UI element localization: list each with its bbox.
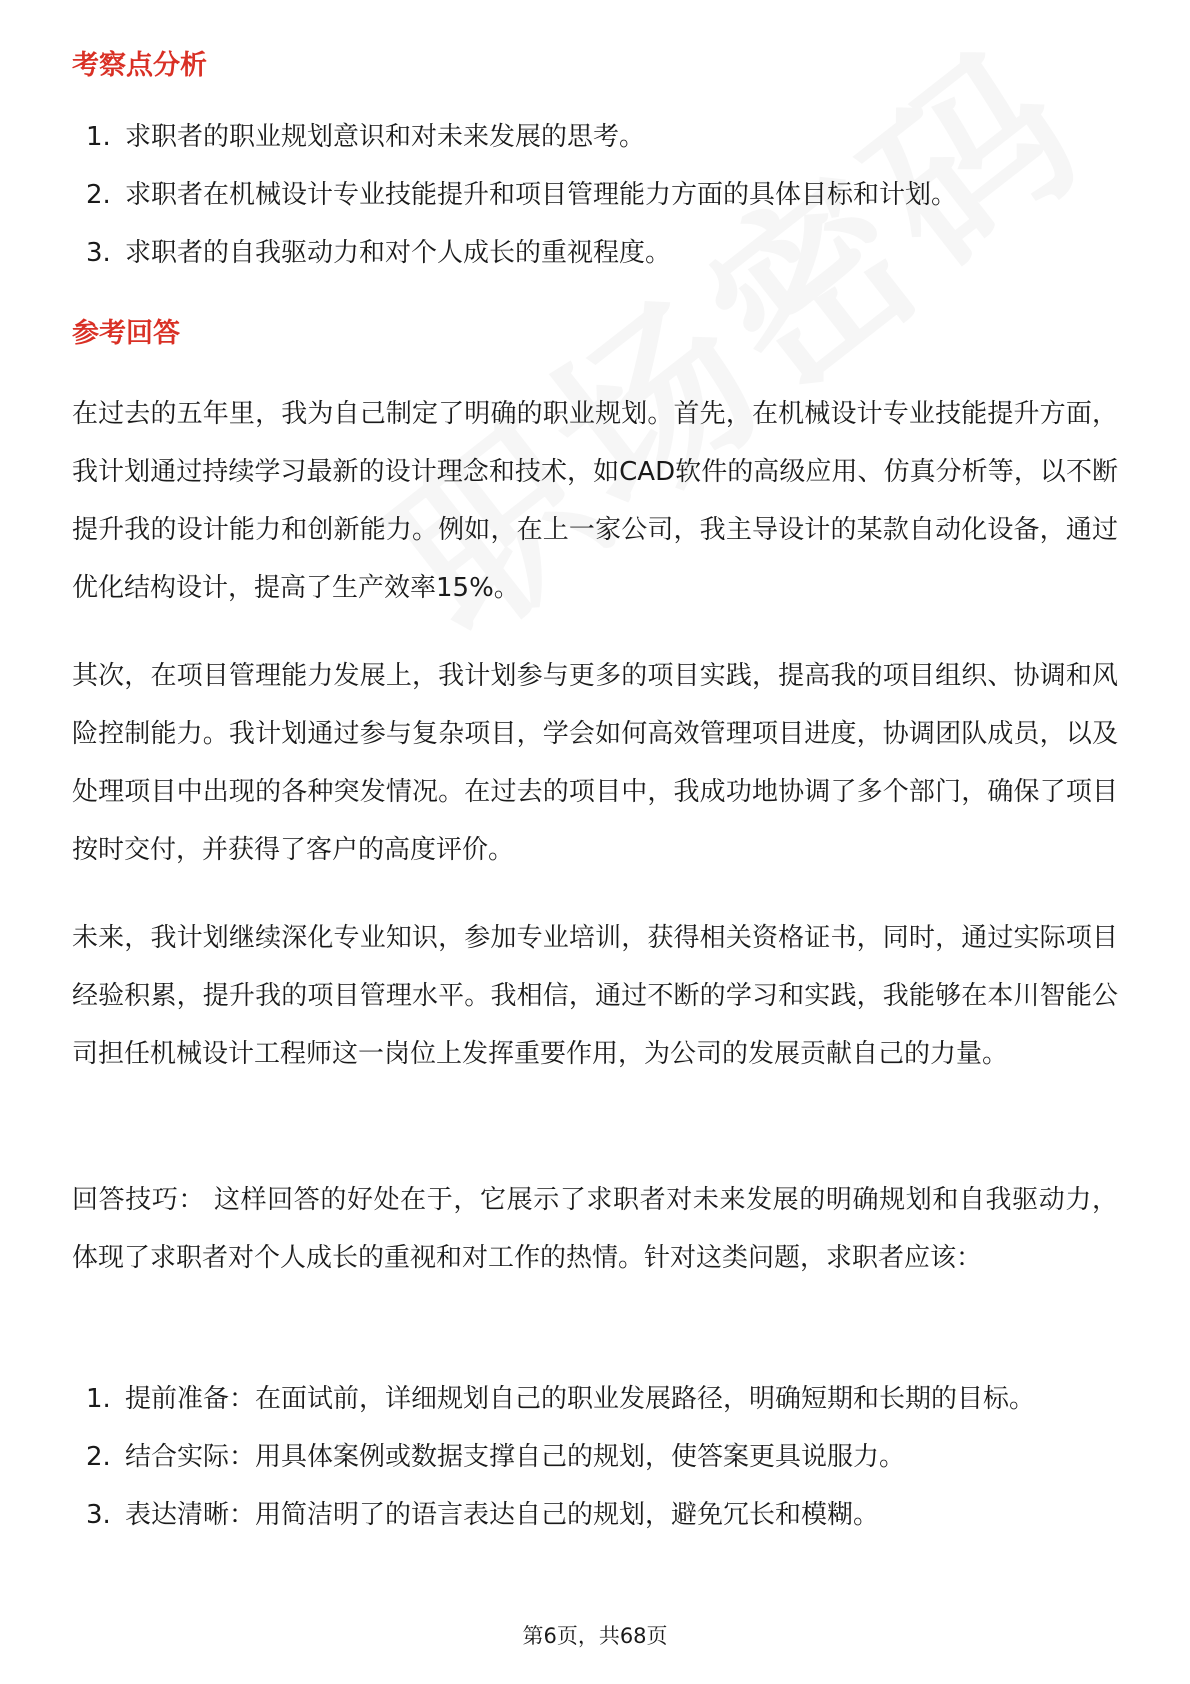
list-item-text: 提前准备：在面试前，详细规划自己的职业发展路径，明确短期和长期的目标。: [125, 1384, 1036, 1414]
answer-paragraph-1: 在过去的五年里，我为自己制定了明确的职业规划。首先，在机械设计专业技能提升方面，我计划通过持续学习最新的设计理念和技术，如CAD软件的高级应用、仿真分析等，以不断提升我的设计能力和创新能力。例如，在上一家公司，我主导设计的某款自动化设备，通过优化结构设计，提高了生产效率15%。: [72, 399, 1118, 603]
answer-paragraph-3: 未来，我计划继续深化专业知识，参加专业培训，获得相关资格证书，同时，通过实际项目经验积累，提升我的项目管理水平。我相信，通过不断的学习和实践，我能够在本川智能公司担任机械设计工程师这一岗位上发挥重要作用，为公司的发展贡献自己的力量。: [72, 923, 1118, 1069]
document-page: [72, 0, 1118, 1684]
list-item: [72, 1486, 1118, 1544]
list-item-text: 求职者的职业规划意识和对未来发展的思考。: [125, 122, 646, 152]
list-number: 2.: [86, 1442, 111, 1472]
tips-list: [72, 1370, 1118, 1544]
list-number: 3.: [86, 1500, 111, 1530]
section-title-answer: 参考回答: [72, 318, 180, 349]
section-title-analysis: 考察点分析: [72, 50, 207, 81]
list-item: [72, 108, 1118, 166]
list-item: [72, 224, 1118, 282]
list-item: [72, 166, 1118, 224]
page-number: 第6页，共68页: [522, 1624, 668, 1648]
answer-tips-intro: 回答技巧： 这样回答的好处在于，它展示了求职者对未来发展的明确规划和自我驱动力，体现了求职者对个人成长的重视和对工作的热情。针对这类问题，求职者应该：: [72, 1185, 1118, 1273]
list-item-text: 结合实际：用具体案例或数据支撑自己的规划，使答案更具说服力。: [125, 1442, 906, 1472]
answer-paragraph-2: 其次，在项目管理能力发展上，我计划参与更多的项目实践，提高我的项目组织、协调和风险控制能力。我计划通过参与复杂项目，学会如何高效管理项目进度，协调团队成员，以及处理项目中出现的各种突发情况。在过去的项目中，我成功地协调了多个部门，确保了项目按时交付，并获得了客户的高度评价。: [72, 661, 1118, 865]
list-number: 3.: [86, 238, 111, 268]
list-number: 1.: [86, 1384, 111, 1414]
list-item-text: 求职者在机械设计专业技能提升和项目管理能力方面的具体目标和计划。: [125, 180, 958, 210]
list-item-text: 表达清晰：用简洁明了的语言表达自己的规划，避免冗长和模糊。: [125, 1500, 880, 1530]
list-number: 1.: [86, 122, 111, 152]
analysis-list: [72, 108, 1118, 282]
list-item-text: 求职者的自我驱动力和对个人成长的重视程度。: [125, 238, 672, 268]
list-item: [72, 1370, 1118, 1428]
list-item: [72, 1428, 1118, 1486]
list-number: 2.: [86, 180, 111, 210]
